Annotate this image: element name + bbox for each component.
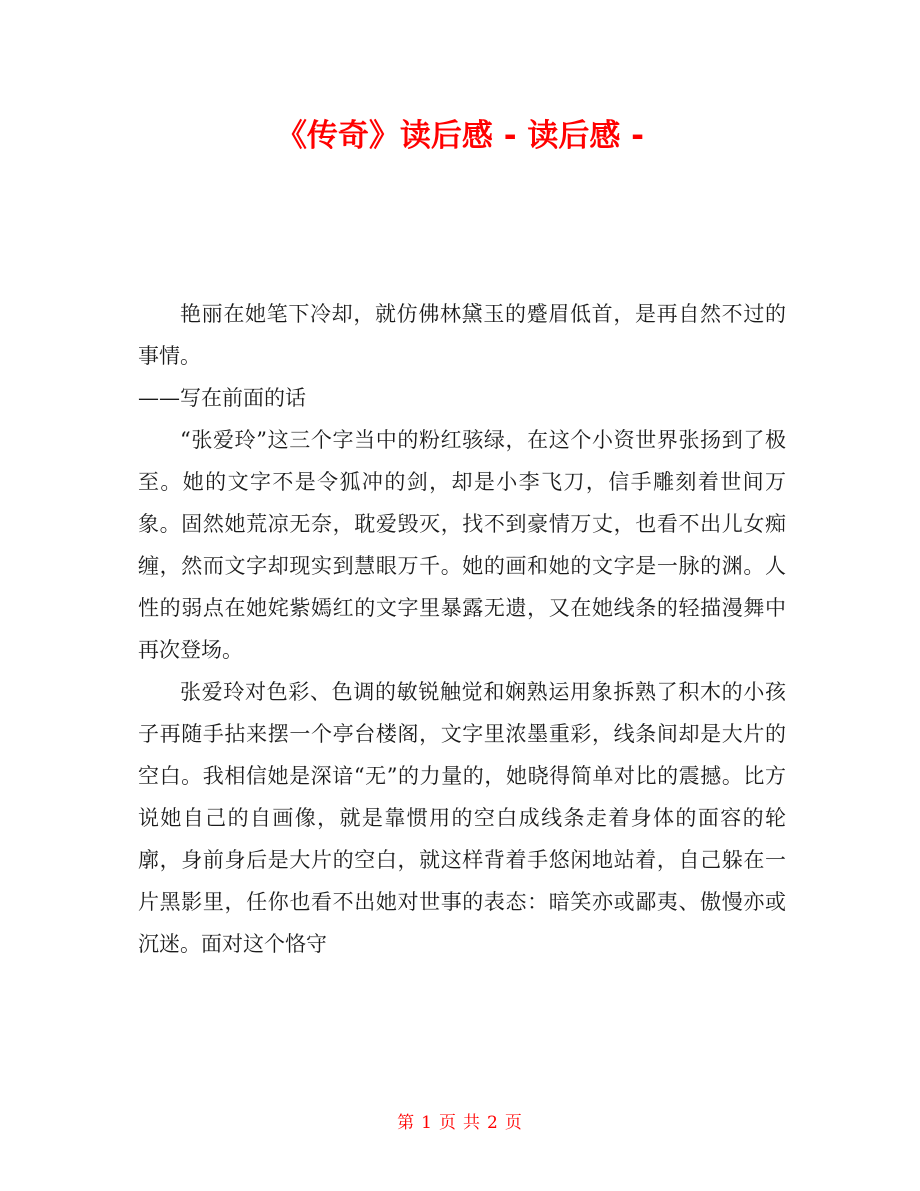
footer-current-page: 1: [421, 1113, 433, 1133]
footer-label-ye2: 页: [504, 1113, 523, 1133]
document-title: 《传奇》读后感 - 读后感 -: [275, 118, 645, 154]
footer-label-gong: 共: [463, 1113, 481, 1133]
paragraph-1: 艳丽在她笔下冷却，就仿佛林黛玉的蹙眉低首，是再自然不过的事情。: [138, 302, 786, 368]
paragraph-3: 张爱玲对色彩、色调的敏锐触觉和娴熟运用象拆熟了积木的小孩子再随手拈来摆一个亭台楼阁，文字里浓墨重彩，线条间却是大片的空白。我相信她是深谙“无”的力量的，她晓得简单对比的震撼。比方说她自己的自画像，就是靠惯用的空白成线条走着身体的面容的轮廓，身前身后是大片的空白，就这样背着手悠闲地站着，自己躲在一片黑影里，任你也看不出她对世事的表态：暗笑亦或鄙夷、傲慢亦或沉迷。面对这个恪守: [138, 680, 786, 956]
document-body: [138, 293, 786, 965]
footer-label-ye: 页: [439, 1113, 457, 1133]
footer-label-di: 第: [397, 1113, 416, 1133]
page-footer: [0, 1110, 920, 1136]
footer-total-pages: 2: [487, 1113, 499, 1133]
paragraph-2: “张爱玲”这三个字当中的粉红骇绿，在这个小资世界张扬到了极至。她的文字不是令狐冲的剑，却是小李飞刀，信手雕刻着世间万象。固然她荒凉无奈，耽爱毁灭，找不到豪情万丈，也看不出儿女痴缠，然而文字却现实到慧眼万千。她的画和她的文字是一脉的渊。人性的弱点在她姹紫嫣红的文字里暴露无遗，又在她线条的轻描漫舞中再次登场。: [138, 428, 786, 662]
epigraph: ——写在前面的话: [138, 386, 306, 410]
